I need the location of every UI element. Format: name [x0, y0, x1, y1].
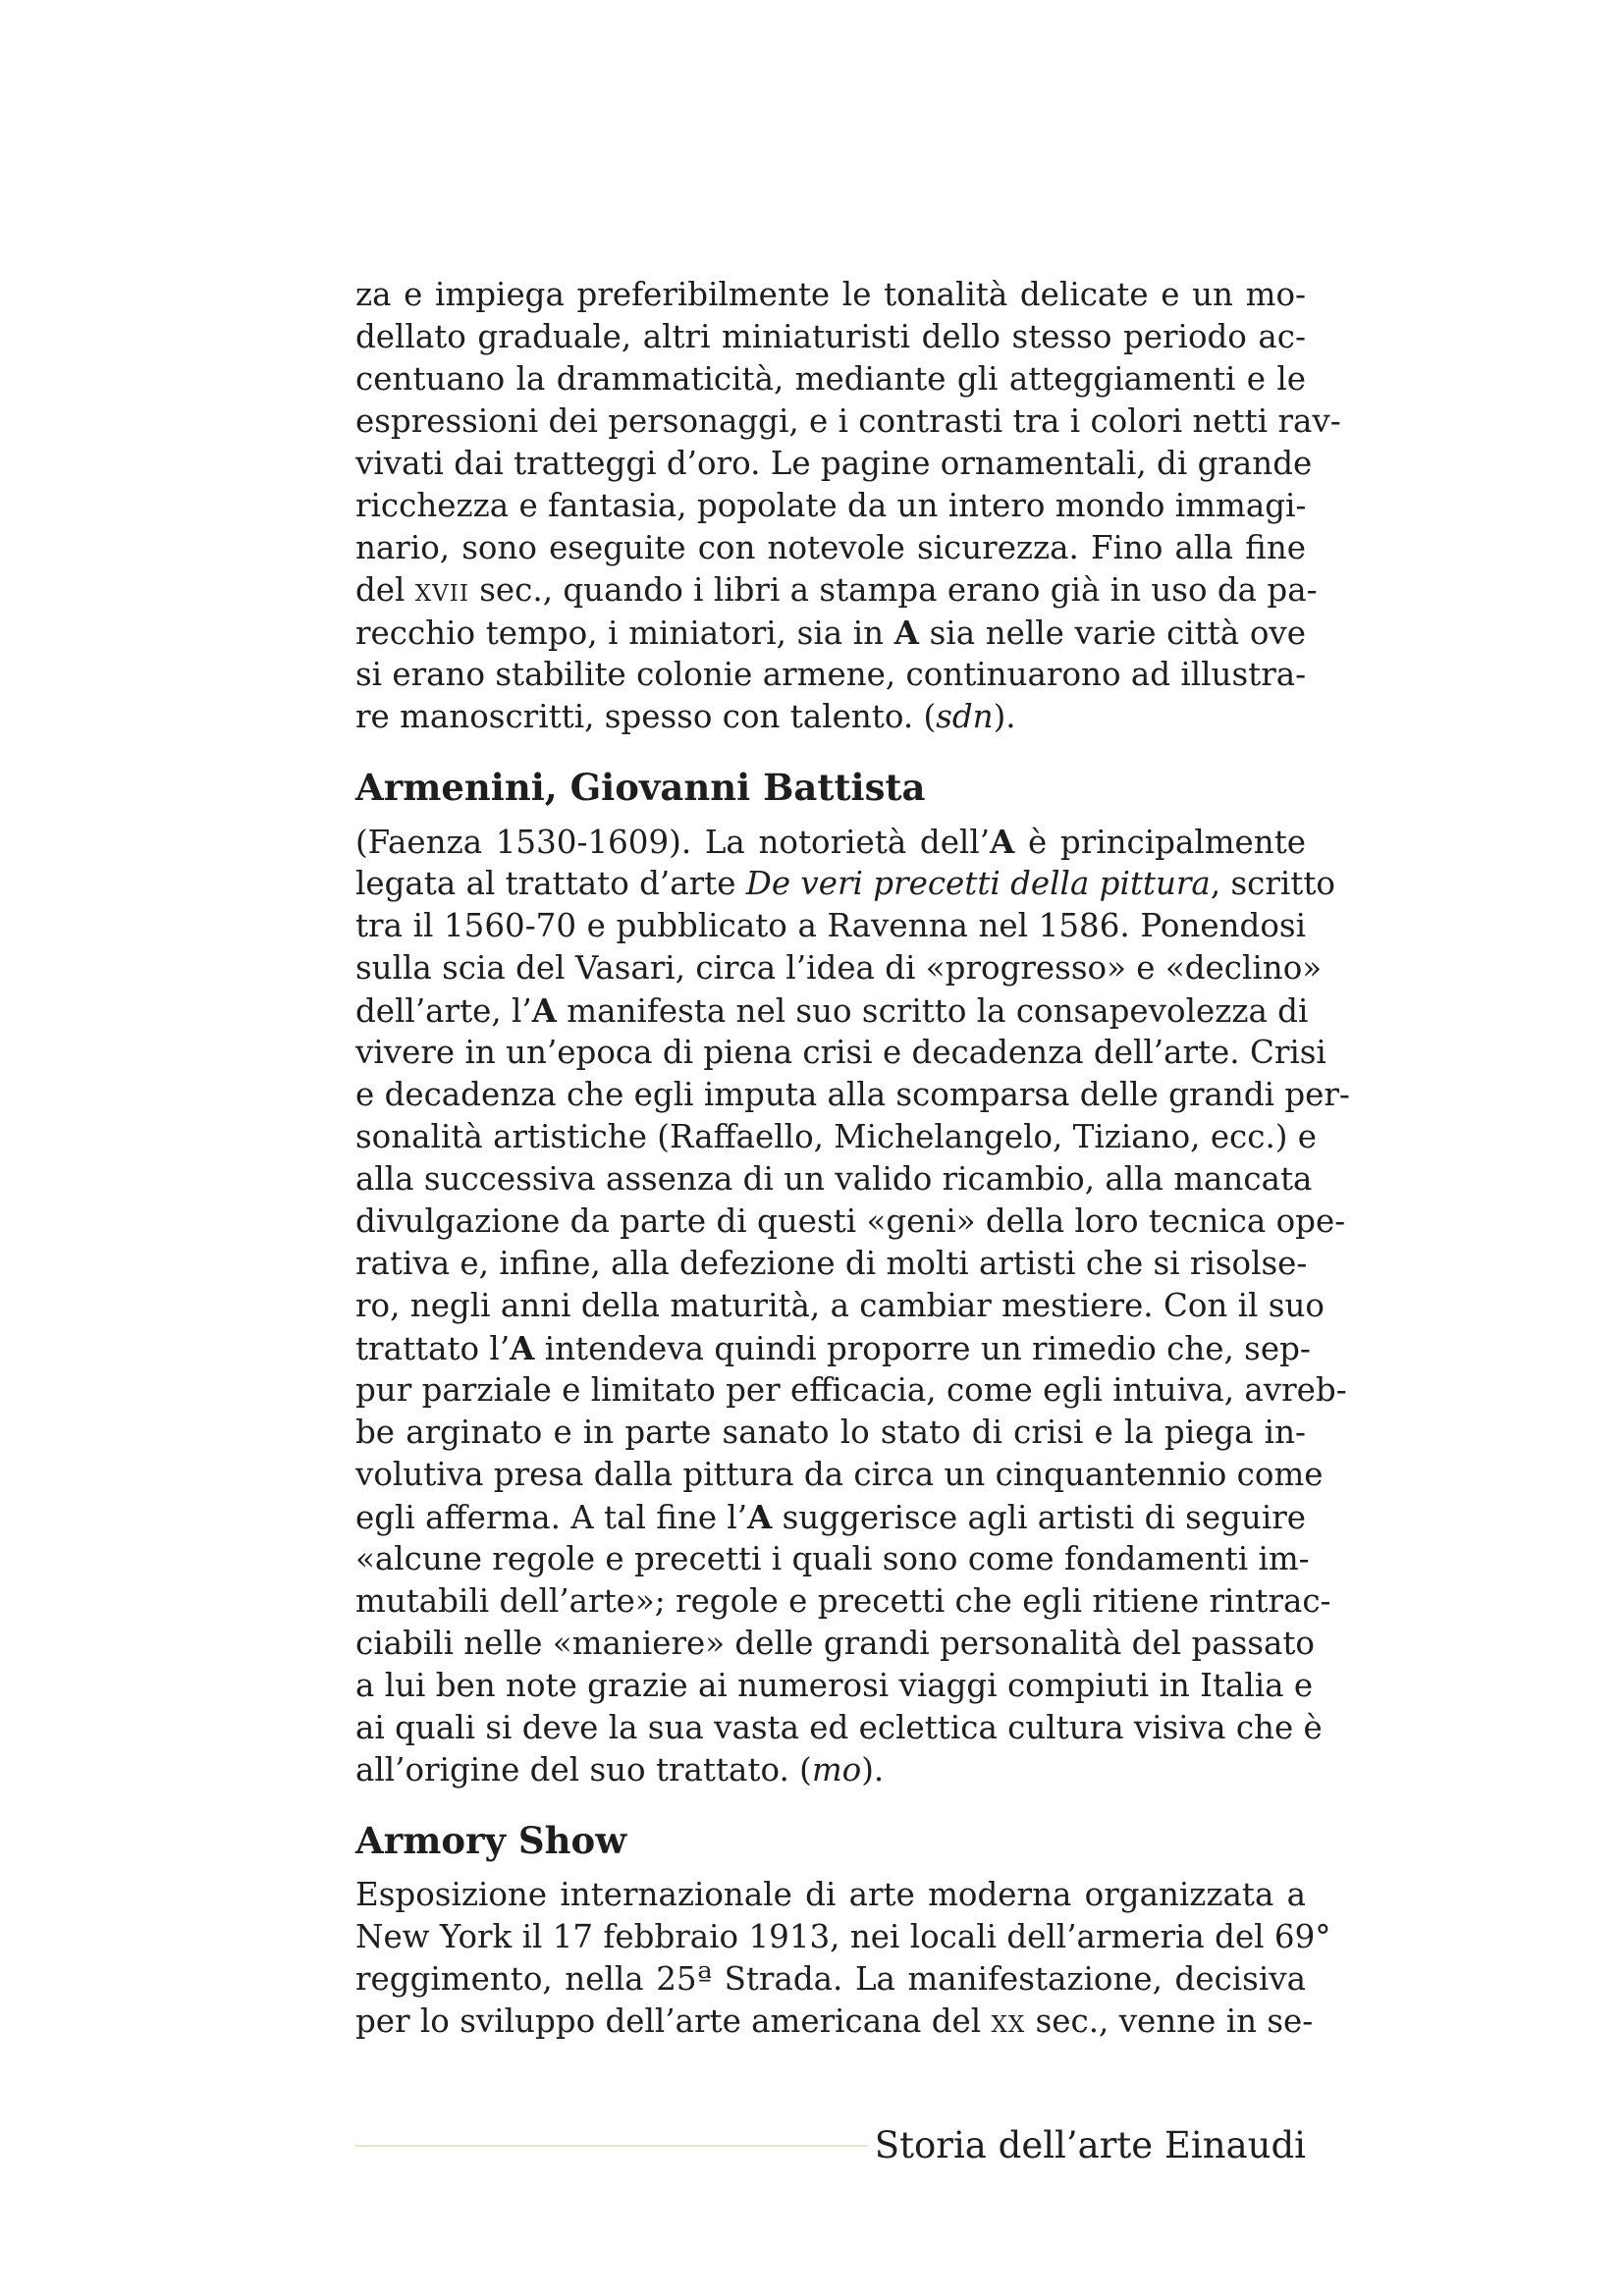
text-line: vivati dai tratteggi d’oro. Le pagine ornamentali, di grande	[355, 445, 1313, 482]
entry-body-armenini	[355, 821, 1350, 1791]
text-line: tra il 1560-70 e pubblicato a Ravenna nel 1586. Ponendosi	[355, 907, 1306, 944]
text-line: del xvii sec., quando i libri a stampa erano già in uso da pa-	[355, 571, 1318, 609]
text-line: ro, negli anni della maturità, a cambiar mestiere. Con il suo	[355, 1287, 1325, 1324]
entry-abbrev: A	[510, 1329, 535, 1367]
text-line: (Faenza 1530-1609). La notorietà dell’A è principalmente	[355, 823, 1306, 861]
text-line: ricchezza e fantasia, popolate da un intero mondo immagi-	[355, 487, 1307, 524]
text-line: sonalità artistiche (Raffaello, Michelangelo, Tiziano, ecc.) e	[355, 1118, 1318, 1155]
text-line: all’origine del suo trattato. (mo).	[355, 1751, 885, 1789]
text-line: legata al trattato d’arte De veri precetti della pittura, scritto	[355, 865, 1335, 902]
text-line: dell’arte, l’A manifesta nel suo scritto la consapevolezza di	[355, 991, 1309, 1030]
text-line: recchio tempo, i miniatori, sia in A sia nelle varie città ove	[355, 614, 1306, 652]
author-initials: mo	[811, 1751, 862, 1789]
text-line: egli afferma. A tal fine l’A suggerisce agli artisti di seguire	[355, 1498, 1306, 1536]
text-line: «alcune regole e precetti i quali sono come fondamenti im-	[355, 1540, 1310, 1577]
entry-abbrev: A	[990, 823, 1015, 861]
text-line: e decadenza che egli imputa alla scomparsa delle grandi per-	[355, 1076, 1350, 1113]
text-line: Esposizione internazionale di arte moderna organizzata a	[355, 1876, 1306, 1913]
footer-rule	[355, 2145, 868, 2147]
text-line: centuano la drammaticità, mediante gli atteggiamenti e le	[355, 360, 1306, 398]
author-initials: sdn	[936, 698, 994, 735]
small-caps-century: xx	[991, 2002, 1026, 2040]
entry-body-armory-show	[355, 1874, 1331, 2043]
text-line: alla successiva assenza di un valido ricambio, alla mancata	[355, 1160, 1313, 1198]
entry-abbrev: A	[893, 614, 919, 652]
text-line: rativa e, infine, alla defezione di molti artisti che si risolse-	[355, 1245, 1308, 1282]
small-caps-century: xvii	[414, 571, 469, 609]
text-line: New York il 17 febbraio 1913, nei locali dell’armeria del 69°	[355, 1918, 1331, 1955]
text-line: espressioni dei personaggi, e i contrasti tra i colori netti rav-	[355, 402, 1341, 440]
work-title: De veri precetti della pittura	[745, 865, 1211, 902]
text-line: nario, sono eseguite con notevole sicurezza. Fino alla fine	[355, 529, 1306, 566]
text-line: ciabili nelle «maniere» delle grandi personalità del passato	[355, 1625, 1315, 1662]
continuation-paragraph	[355, 274, 1341, 738]
text-line: pur parziale e limitato per efficacia, come egli intuiva, avreb-	[355, 1371, 1347, 1409]
text-line: volutiva presa dalla pittura da circa un cinquantennio come	[355, 1456, 1324, 1493]
text-line: re manoscritti, spesso con talento. (sdn).	[355, 698, 1016, 735]
text-line: trattato l’A intendeva quindi proporre un rimedio che, sep-	[355, 1329, 1311, 1367]
text-line: ai quali si deve la sua vasta ed eclettica cultura visiva che è	[355, 1709, 1323, 1746]
text-line: a lui ben note grazie ai numerosi viaggi compiuti in Italia e	[355, 1667, 1314, 1704]
entry-abbrev: A	[531, 991, 557, 1030]
entry-abbrev: A	[747, 1498, 773, 1536]
text-line: vivere in un’epoca di piena crisi e decadenza dell’arte. Crisi	[355, 1034, 1326, 1071]
entry-heading-armenini: Armenini, Giovanni Battista	[355, 766, 926, 809]
entry-heading-armory-show: Armory Show	[355, 1819, 627, 1862]
text-line: za e impiega preferibilmente le tonalità delicate e un mo-	[355, 276, 1306, 313]
text-column	[355, 274, 1350, 2043]
text-line: be arginato e in parte sanato lo stato di crisi e la piega in-	[355, 1414, 1306, 1451]
text-line: divulgazione da parte di questi «geni» della loro tecnica ope-	[355, 1202, 1346, 1240]
text-line: mutabili dell’arte»; regole e precetti che egli ritiene rintrac-	[355, 1582, 1331, 1620]
text-line: per lo sviluppo dell’arte americana del xx sec., venne in se-	[355, 2002, 1314, 2040]
text-line: sulla scia del Vasari, circa l’idea di «progresso» e «declino»	[355, 949, 1323, 987]
text-line: si erano stabilite colonie armene, continuarono ad illustra-	[355, 656, 1307, 693]
text-line: reggimento, nella 25ª Strada. La manifestazione, decisiva	[355, 1960, 1306, 1998]
footer-publisher-title: Storia dell’arte Einaudi	[874, 2124, 1306, 2166]
text-line: dellato graduale, altri miniaturisti dello stesso periodo ac-	[355, 318, 1306, 355]
